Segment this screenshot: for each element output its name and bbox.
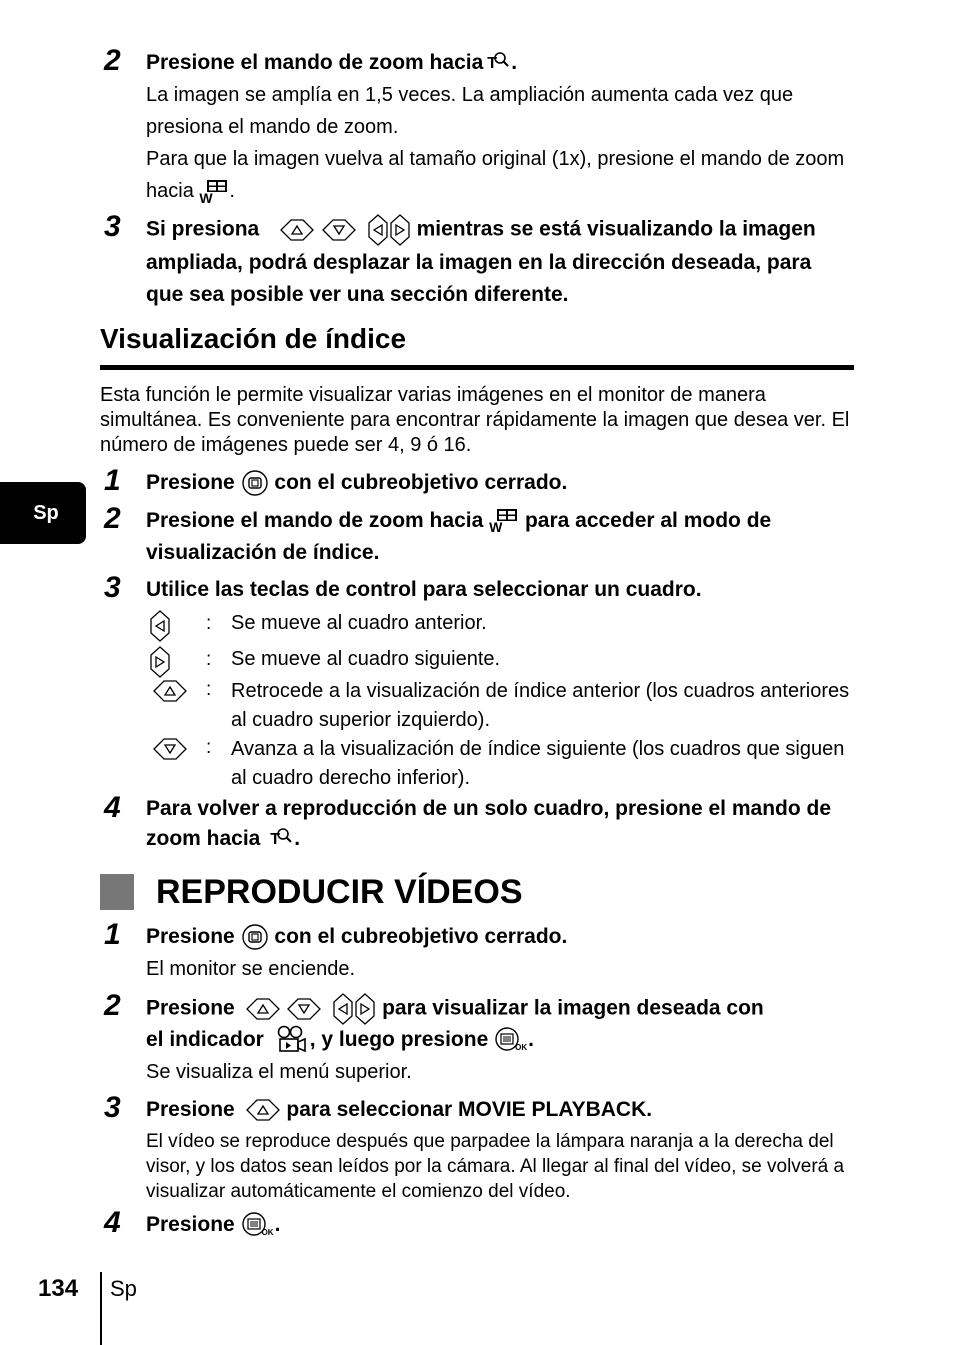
down-arrow-key-icon (152, 737, 188, 761)
step-description: La imagen se amplía en 1,5 veces. La ampliación aumenta cada vez que presiona el mando de zoom. (146, 84, 794, 138)
step-title: Presione OK . (146, 1213, 281, 1238)
section-heading: Visualización de índice (100, 323, 407, 354)
step-note: Se visualiza el menú superior. (146, 1061, 412, 1083)
down-arrow-key-icon (286, 997, 322, 1021)
playback-button-icon (241, 469, 269, 497)
zoom-tele-icon: T (483, 50, 511, 76)
key-colon: : (206, 737, 212, 758)
step-number: 1 (104, 464, 121, 497)
footer-divider (100, 1272, 102, 1345)
ok-button-icon: OK (494, 1026, 528, 1054)
step-title: Para volver a reproducción de un solo cuadro, presione el mando de zoom hacia T . (146, 794, 846, 854)
up-arrow-key-icon (279, 218, 315, 242)
section-marker (100, 874, 134, 910)
step-number: 3 (104, 1091, 121, 1124)
step-title: Presione con el cubreobjetivo cerrado. (146, 467, 846, 499)
section-heading: REPRODUCIR VÍDEOS (156, 873, 523, 911)
page-number: 134 (38, 1275, 79, 1302)
key-colon: : (206, 613, 212, 634)
step-number: 2 (104, 502, 121, 535)
zoom-wide-icon: W (489, 507, 519, 535)
step-title: Presione para seleccionar MOVIE PLAYBACK. (146, 1098, 653, 1121)
step-title: Presione con el cubreobjetivo cerrado. (146, 921, 846, 953)
step-number: 1 (104, 918, 121, 951)
key-colon: : (206, 649, 212, 670)
right-arrow-key-icon (389, 213, 411, 247)
left-arrow-key-icon (149, 609, 171, 643)
step-number: 3 (104, 571, 121, 604)
step-title: Si presiona mientras se está visualizando la imagen ampliada, podrá desplazar la imagen en la dirección deseada, para que sea posible ver una sección diferente. (146, 213, 846, 311)
section-intro: Esta función le permite visualizar varias imágenes en el monitor de manera simultánea. Es conveniente para encontrar rápidamente la imagen que desea ver. El número de imágenes puede ser 4, 9 ó 16. (100, 384, 850, 456)
key-description: Se mueve al cuadro siguiente. (231, 648, 501, 670)
step-number: 4 (104, 1206, 121, 1239)
key-description: Se mueve al cuadro anterior. (231, 612, 487, 634)
up-arrow-key-icon (152, 679, 188, 703)
ok-button-icon: OK (241, 1211, 275, 1239)
down-arrow-key-icon (321, 218, 357, 242)
step-title: Presione el mando de zoom hacia W para acceder al modo de visualización de índice. (146, 509, 772, 564)
key-description: Retrocede a la visualización de índice anterior (los cuadros anteriores al cuadro superior izquierdo). (231, 680, 850, 731)
step-number: 2 (104, 44, 121, 77)
movie-icon (274, 1025, 310, 1055)
step-note: El monitor se enciende. (146, 958, 356, 980)
playback-button-icon (241, 923, 269, 951)
right-arrow-key-icon (354, 992, 376, 1026)
left-arrow-key-icon (367, 213, 389, 247)
step-description: Para que la imagen vuelva al tamaño original (1x), presione el mando de zoom hacia W . (146, 148, 845, 206)
step-number: 3 (104, 210, 121, 243)
key-colon: : (206, 679, 212, 700)
up-arrow-key-icon (245, 1098, 281, 1122)
step-title: Presione para visualizar la imagen deseada con (146, 992, 866, 1026)
language-tab: Sp (0, 482, 86, 544)
heading-rule (100, 365, 854, 370)
step-title: Presione el mando de zoom hacia T . (146, 47, 846, 79)
up-arrow-key-icon (245, 997, 281, 1021)
right-arrow-key-icon (149, 645, 171, 679)
step-title: el indicador , y luego presione OK . (146, 1024, 866, 1056)
step-note: El vídeo se reproduce después que parpadee la lámpara naranja a la derecha del visor, y los datos sean leídos por la cámara. Al llegar al final del vídeo, se volverá a visualizar automáticamente el comienzo del vídeo. (146, 1131, 845, 1202)
zoom-tele-icon: T (266, 826, 294, 852)
step-title: Utilice las teclas de control para seleccionar un cuadro. (146, 578, 702, 601)
zoom-wide-icon: W (199, 178, 229, 206)
step-number: 2 (104, 989, 121, 1022)
left-arrow-key-icon (332, 992, 354, 1026)
footer-language: Sp (110, 1276, 137, 1301)
key-description: Avanza a la visualización de índice siguiente (los cuadros que siguen al cuadro derecho inferior). (231, 738, 845, 789)
step-number: 4 (104, 791, 121, 824)
